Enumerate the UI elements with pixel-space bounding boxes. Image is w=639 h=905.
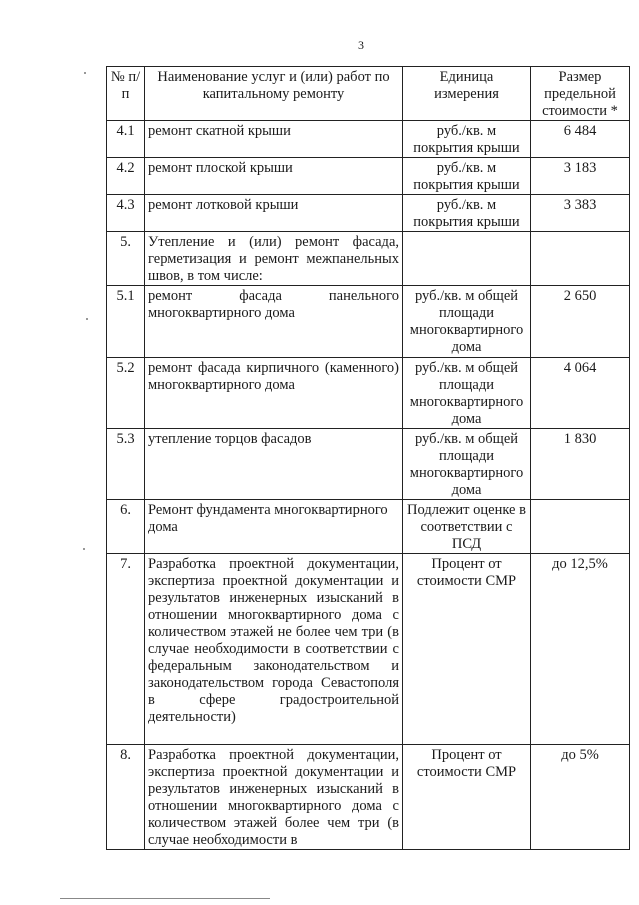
row-price: 6 484 [531,121,630,158]
row-unit: Процент от стоимости СМР [403,554,531,745]
row-price: 2 650 [531,286,630,358]
table-row [107,121,630,158]
page-number: 3 [358,38,364,52]
table-row [107,745,630,850]
row-unit: Подлежит оценке в соответствии с ПСД [403,500,531,554]
header-name: Наименование услуг и (или) работ по капитальному ремонту [145,67,403,121]
header-num: № п/п [107,67,145,121]
row-num: 8. [107,745,145,850]
row-name: ремонт скатной крыши [145,121,403,158]
row-name: Разработка проектной документации, экспертиза проектной документации и результатов инженерных изысканий в отношении многоквартирного дома с количеством этажей более чем три (в случае необходимости в [145,745,403,850]
row-name: утепление торцов фасадов [145,429,403,500]
row-name: ремонт лотковой крыши [145,195,403,232]
row-price [531,232,630,286]
row-unit: руб./кв. м общей площади многоквартирного дома [403,358,531,429]
table-row [107,232,630,286]
row-price [531,500,630,554]
row-unit: руб./кв. м общей площади многоквартирного дома [403,286,531,358]
row-price: 3 183 [531,158,630,195]
row-price: до 5% [531,745,630,850]
row-name: Ремонт фундамента многоквартирного дома [145,500,403,554]
row-unit: руб./кв. м покрытия крыши [403,195,531,232]
row-name: Разработка проектной документации, экспертиза проектной документации и результатов инженерных изысканий в отношении многоквартирного дома с количеством этажей не более чем три (в случае необходимости в соответствии с федеральным законодательством и законодательством города Севастополя в сфере градостроительной деятельности) [145,554,403,745]
row-unit: руб./кв. м покрытия крыши [403,158,531,195]
scan-speck [84,72,86,74]
footnote-rule [60,898,270,899]
scan-speck [86,318,88,320]
table-row [107,554,630,745]
row-num: 4.3 [107,195,145,232]
row-unit: руб./кв. м общей площади многоквартирного дома [403,429,531,500]
cost-table [106,66,630,850]
scan-speck [83,548,85,550]
row-price: 4 064 [531,358,630,429]
row-unit: руб./кв. м покрытия крыши [403,121,531,158]
row-price: 3 383 [531,195,630,232]
table-row [107,195,630,232]
row-unit: Процент от стоимости СМР [403,745,531,850]
row-num: 7. [107,554,145,745]
table-row [107,500,630,554]
row-num: 5.1 [107,286,145,358]
header-price: Размер предельной стоимости * [531,67,630,121]
row-num: 4.2 [107,158,145,195]
row-name: ремонт плоской крыши [145,158,403,195]
row-unit [403,232,531,286]
row-num: 4.1 [107,121,145,158]
row-price: 1 830 [531,429,630,500]
row-name: Утепление и (или) ремонт фасада, герметизация и ремонт межпанельных швов, в том числе: [145,232,403,286]
table-row [107,429,630,500]
row-name: ремонт фасада кирпичного (каменного) многоквартирного дома [145,358,403,429]
row-num: 5.3 [107,429,145,500]
table-row [107,286,630,358]
table-row [107,358,630,429]
row-num: 5.2 [107,358,145,429]
row-price: до 12,5% [531,554,630,745]
row-num: 5. [107,232,145,286]
table-row [107,158,630,195]
row-name: ремонт фасада панельного многоквартирного дома [145,286,403,358]
row-num: 6. [107,500,145,554]
table-header-row [107,67,630,121]
header-unit: Единица измерения [403,67,531,121]
